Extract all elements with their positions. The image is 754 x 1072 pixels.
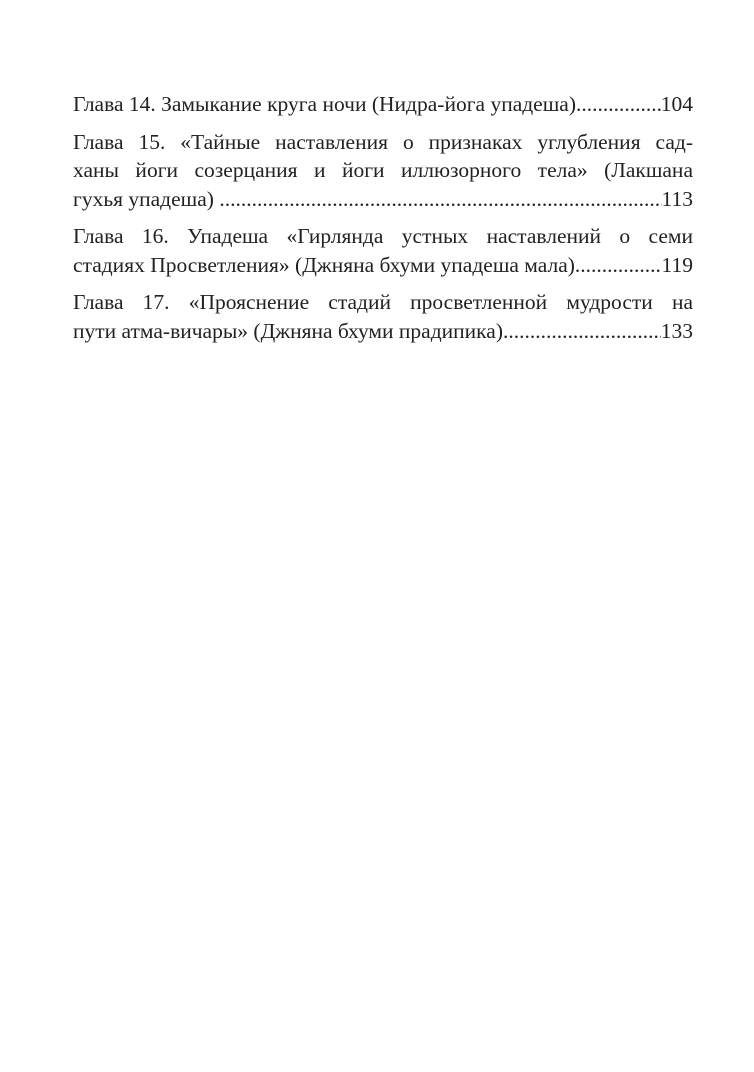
dot-leader xyxy=(503,317,661,346)
table-of-contents xyxy=(73,90,693,354)
toc-entry-title-line-2: стадиях Просветления» (Джняна бхуми упадеша мала) xyxy=(73,252,575,277)
dot-leader xyxy=(575,251,662,280)
toc-entry-chapter-15[interactable] xyxy=(73,128,693,214)
toc-entry-line xyxy=(73,317,693,346)
toc-entry-title-line-1: Глава 15. «Тайные наставления о признаках углубления сад- xyxy=(73,129,693,154)
toc-entry-chapter-17[interactable] xyxy=(73,288,693,345)
toc-entry-page-number: 119 xyxy=(661,252,693,277)
toc-entry-title: Глава 14. Замыкание круга ночи (Нидра-йога упадеша) xyxy=(73,92,576,116)
toc-entry-chapter-14[interactable] xyxy=(73,90,693,119)
toc-entry-line xyxy=(73,185,693,214)
toc-entry-title-line-1: Глава 16. Упадеша «Гирлянда устных наставлений о семи xyxy=(73,224,693,248)
toc-entry-title-line-2: пути атма-вичары» (Джняна бхуми прадипика) xyxy=(73,318,503,343)
toc-entry-page-number: 113 xyxy=(661,186,693,211)
toc-entry-title-line-1: Глава 17. «Прояснение стадий просветленной мудрости на xyxy=(73,290,693,314)
toc-entry-page-number: 104 xyxy=(660,92,693,116)
toc-entry-line xyxy=(73,251,693,280)
toc-entry-chapter-16[interactable] xyxy=(73,222,693,279)
dot-leader xyxy=(219,185,661,214)
toc-entry-page-number: 133 xyxy=(660,318,693,343)
toc-entry-title-line-3: гухья упадеша) xyxy=(73,186,220,211)
toc-entry-line xyxy=(73,90,693,119)
toc-entry-title-line-2: ханы йоги созерцания и йоги иллюзорного тела» (Лакшана xyxy=(73,158,693,182)
dot-leader xyxy=(576,90,661,119)
